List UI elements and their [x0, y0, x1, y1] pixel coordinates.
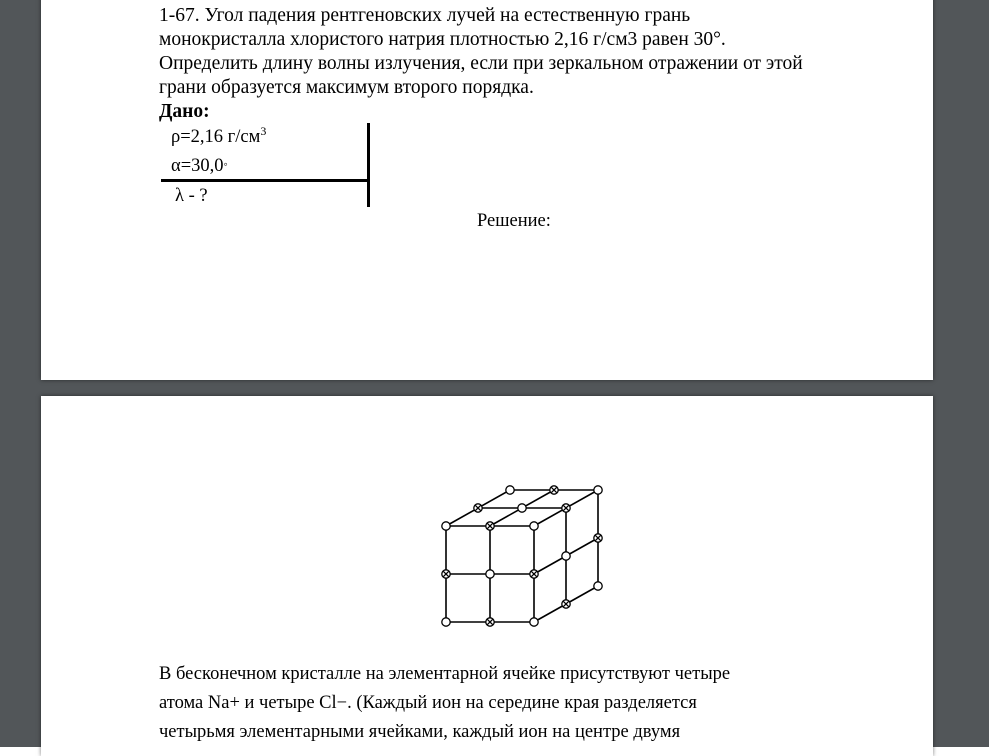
lattice-node [518, 504, 526, 512]
lattice-node [442, 522, 450, 530]
explanation-line-1: В бесконечном кристалле на элементарной ячейке присутствуют четыре [159, 664, 731, 684]
lattice-node [594, 582, 602, 590]
given-angle-degree: ◦ [223, 157, 228, 171]
given-unknown: λ - ? [175, 186, 208, 206]
lattice-node [530, 522, 538, 530]
given-angle [171, 153, 228, 177]
solution-heading: Решение: [477, 211, 551, 231]
problem-line-3: Определить длину волны излучения, если при зеркальном отражении от этой [159, 53, 803, 74]
lattice-node [530, 618, 538, 626]
problem-line-1: 1-67. Угол падения рентгеновских лучей на естественную грань [159, 5, 691, 26]
document-page-1 [41, 0, 933, 380]
document-page-2 [41, 396, 933, 756]
problem-line-4: грани образуется максимум второго порядка. [159, 77, 534, 98]
explanation-line-2: атома Na+ и четыре Cl−. (Каждый ион на середине края разделяется [159, 693, 697, 713]
lattice-node [506, 486, 514, 494]
nacl-lattice-diagram [439, 482, 615, 632]
lattice-node [562, 552, 570, 560]
lattice-node [486, 570, 494, 578]
given-density [171, 126, 266, 148]
given-angle-label: α=30,0 [171, 156, 224, 176]
lattice-node [594, 486, 602, 494]
given-density-exponent: 3 [260, 124, 267, 138]
lattice-node [442, 618, 450, 626]
given-divider-vertical [367, 123, 370, 207]
given-heading: Дано: [159, 101, 210, 122]
given-divider-horizontal [161, 179, 369, 182]
given-density-label: ρ=2,16 г/см [171, 127, 261, 147]
problem-line-2: монокристалла хлористого натрия плотностью 2,16 г/см3 равен 30°. [159, 29, 726, 50]
explanation-line-3: четырьмя элементарными ячейками, каждый ион на центре двумя [159, 722, 681, 742]
lattice-nodes [442, 486, 602, 626]
